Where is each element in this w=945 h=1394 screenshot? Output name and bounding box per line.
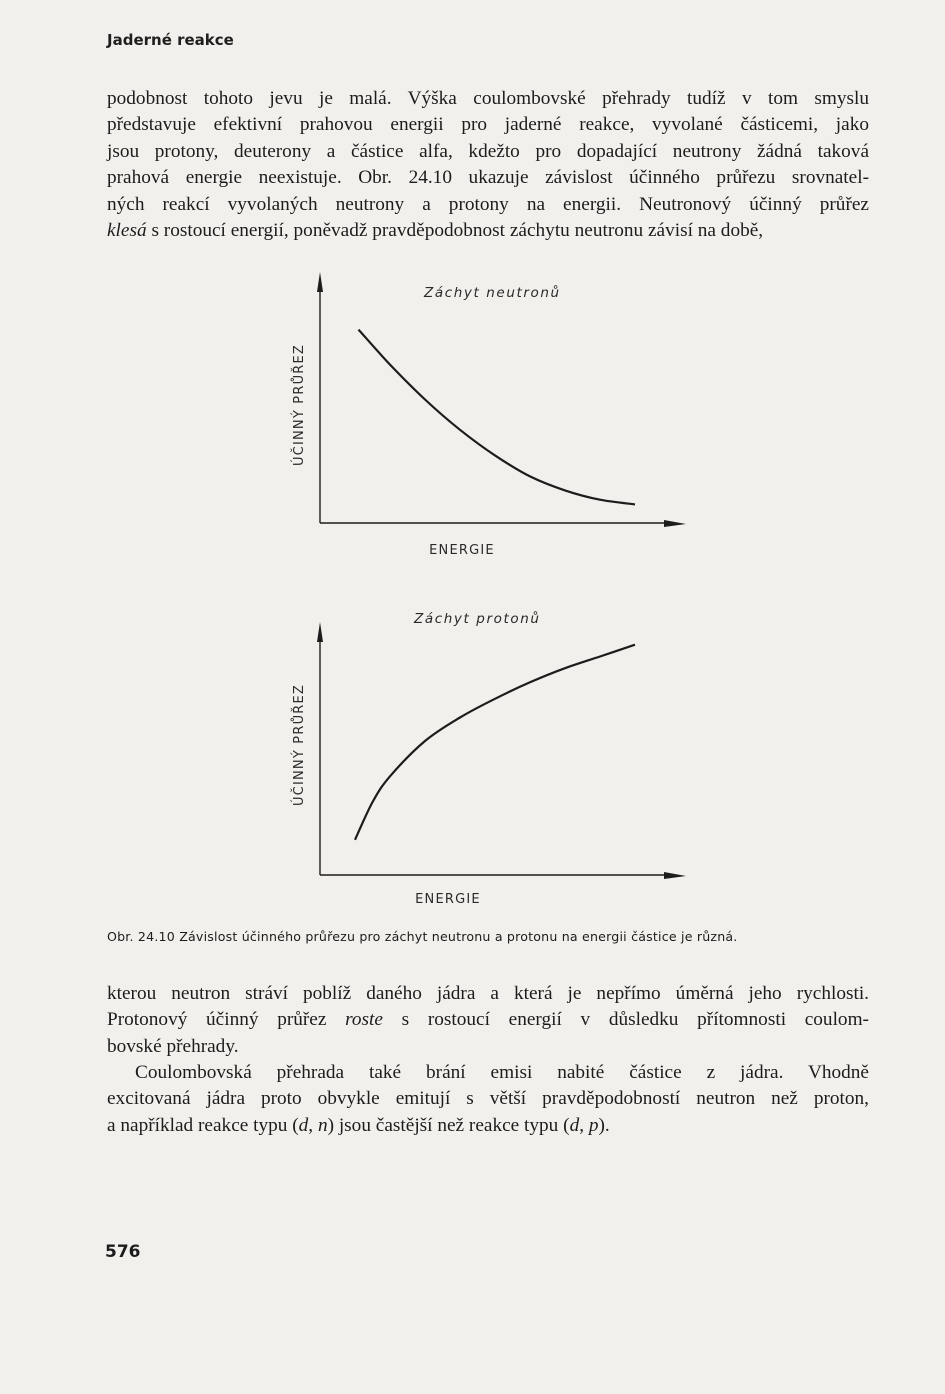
text-line: [107, 1007, 869, 1033]
text-segment: ) jsou častější než reakce typu (: [327, 1114, 570, 1136]
x-axis-label: ENERGIE: [429, 543, 495, 558]
text-line: [107, 218, 869, 244]
series-line-protons: [355, 645, 635, 840]
x-axis-arrow: [664, 872, 686, 879]
text-line: ných reakcí vyvolaných neutrony a protony na energii. Neutronový účinný průřez: [107, 193, 869, 215]
symbol-d: d: [569, 1114, 580, 1136]
chart-title: Záchyt neutronů: [424, 285, 561, 301]
symbol-p: p: [588, 1114, 599, 1136]
chart-proton-capture: [291, 611, 686, 907]
text-line: kterou neutron stráví poblíž daného jádra a která je nepřímo úměrná jeho rychlosti.: [107, 983, 869, 1004]
text-segment: ,: [308, 1114, 318, 1136]
text-line: prahová energie neexistuje. Obr. 24.10 ukazuje závislost účinného průřezu srovnatel-: [107, 167, 869, 189]
text-segment: ,: [579, 1114, 589, 1136]
text-line-rest: s rostoucí energií, poněvadž pravděpodobnost záchytu neutronu závisí na době,: [151, 220, 764, 242]
figure-caption: Obr. 24.10 Závislost účinného průřezu pro záchyt neutronu a protonu na energii částice je různá.: [107, 929, 738, 944]
y-axis-label: ÚČINNÝ PRŮŘEZ: [292, 683, 307, 807]
text-line: představuje efektivní prahovou energii pro jaderné reakce, vyvolané částicemi, jako: [107, 114, 869, 136]
paragraph-continuation: [107, 981, 869, 1060]
chart-title: Záchyt protonů: [414, 611, 541, 627]
chart-neutron-capture: [291, 272, 686, 558]
x-axis-arrow: [664, 520, 686, 527]
y-axis-label: ÚČINNÝ PRŮŘEZ: [292, 343, 307, 467]
text-line: [107, 1113, 869, 1139]
text-segment: s rostoucí energií v důsledku přítomnosti coulom-: [382, 1009, 869, 1031]
text-segment: Protonový účinný průřez: [107, 1009, 346, 1031]
text-line: podobnost tohoto jevu je malá. Výška coulombovské přehrady tudíž v tom smyslu: [107, 88, 869, 109]
text-line: excitovaná jádra proto obvykle emitují s větší pravděpodobností neutron než proton,: [107, 1088, 869, 1110]
page-number: 576: [105, 1242, 141, 1262]
paragraph-intro: [107, 86, 869, 244]
text-line: bovské přehrady.: [107, 1035, 239, 1057]
symbol-d: d: [298, 1114, 309, 1136]
y-axis-arrow: [317, 622, 323, 642]
emphasis-text: roste: [345, 1009, 383, 1031]
text-line: jsou protony, deuterony a částice alfa, kdežto pro dopadající neutrony žádná taková: [107, 140, 869, 162]
text-line: Coulombovská přehrada také brání emisi nabité částice z jádra. Vhodně: [135, 1062, 869, 1083]
text-segment: ).: [598, 1114, 610, 1136]
running-head: Jaderné reakce: [107, 31, 234, 49]
x-axis-label: ENERGIE: [415, 892, 481, 907]
paragraph-coulomb-barrier: [107, 1060, 869, 1139]
emphasis-text: klesá: [107, 220, 147, 242]
symbol-n: n: [317, 1114, 328, 1136]
y-axis-arrow: [317, 272, 323, 292]
text-segment: a například reakce typu (: [107, 1114, 299, 1136]
series-line-neutrons: [359, 330, 636, 505]
